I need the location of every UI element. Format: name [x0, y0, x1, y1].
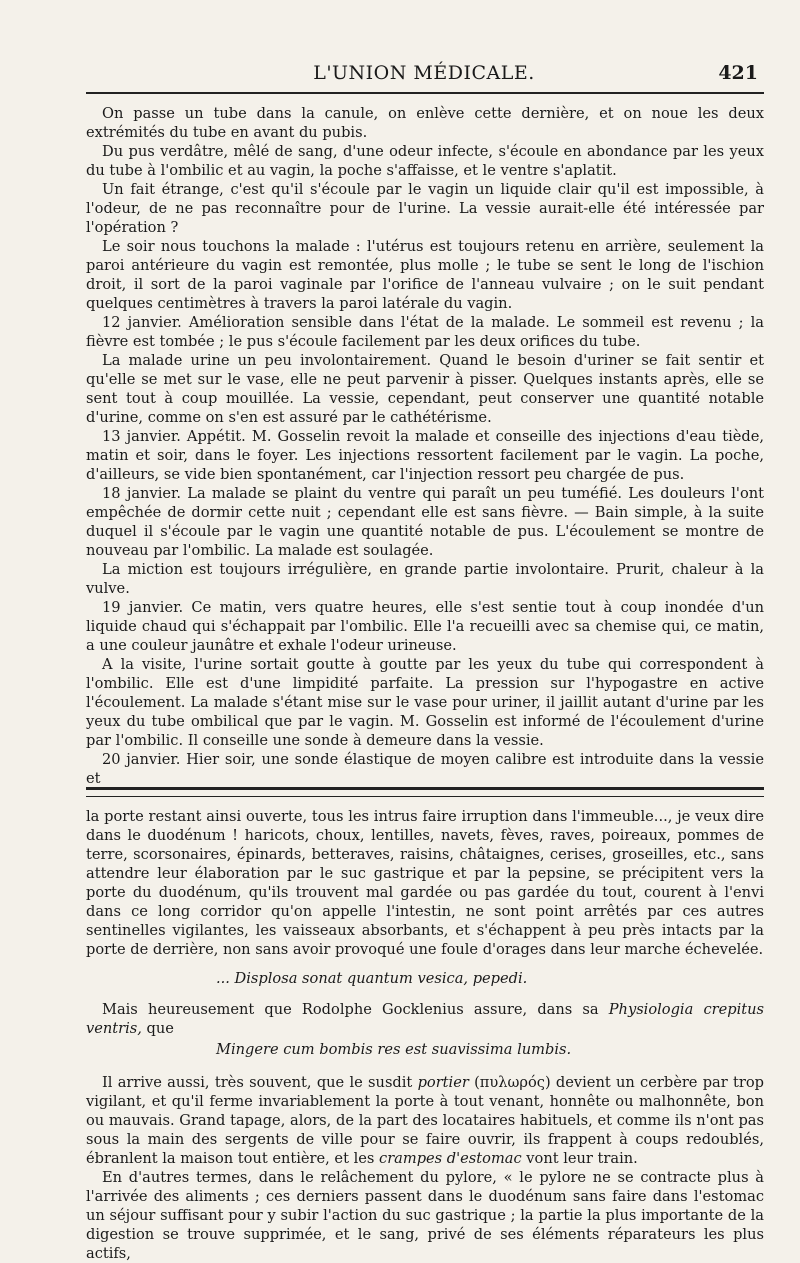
- running-header: [86, 58, 762, 88]
- paragraph: On passe un tube dans la canule, on enlève cette dernière, et on noue les deux extrémités du tube en avant du pubis.: [86, 105, 764, 141]
- paragraph: 18 janvier. La malade se plaint du ventre qui paraît un peu tuméfié. Les douleurs l'ont empêchée de dormir cette nuit ; cependant elle est sans fièvre. — Bain simple, à la suite duquel il s'écoule par le vagin une quantité notable de pus. L'écoulement se montre de nouveau par l'ombilic. La malade est soulagée.: [86, 485, 764, 559]
- feuilleton-divider: [86, 787, 764, 797]
- header-rule: [86, 92, 764, 94]
- paragraph: La miction est toujours irrégulière, en grande partie involontaire. Prurit, chaleur à la vulve.: [86, 561, 764, 597]
- page-number: 421: [718, 62, 758, 84]
- greek-word: (πυλωρός): [468, 1074, 556, 1091]
- paragraph: 13 janvier. Appétit. M. Gosselin revoit la malade et conseille des injections d'eau tiède, matin et soir, dans le foyer. Les injections ressortent facilement par le vagin. La poche, d'ailleurs, se vide bien spontanément, car l'injection ressort peu chargée de pus.: [86, 428, 764, 483]
- emphasis: portier: [417, 1074, 469, 1091]
- paragraph: [86, 1000, 764, 1038]
- paragraph: 20 janvier. Hier soir, une sonde élastique de moyen calibre est introduite dans la vessie et: [86, 751, 764, 787]
- latin-quote: ... Displosa sonat quantum vesica, pepedi.: [216, 970, 528, 987]
- paragraph: Un fait étrange, c'est qu'il s'écoule par le vagin un liquide clair qu'il est impossible, à l'odeur, de ne pas reconnaître pour de l'urine. La vessie aurait-elle été intéressée par l'opération ?: [86, 181, 764, 236]
- paragraph: La malade urine un peu involontairement. Quand le besoin d'uriner se fait sentir et qu'elle se met sur le vase, elle ne peut parvenir à pisser. Quelques instants après, elle se sent tout à coup mouillée. La vessie, cependant, peut conserver une quantité notable d'urine, comme on s'en est assuré par le cathétérisme.: [86, 352, 764, 426]
- text-run: devient un cerbère par trop vigilant, et qu'il ferme invariablement la porte à tout venant, honnête ou malhonnête, bon ou mauvais. Grand tapage, alors, de la part des locataires habituels, et comme ils n'ont pas sous la main des sergents de ville pour se faire ouvrir, ils frappent à coups redoublés, ébranlent la maison tout entière, et les: [86, 1074, 764, 1167]
- text-run: vont leur train.: [521, 1150, 638, 1167]
- paragraph: [86, 1073, 764, 1168]
- journal-title: L'UNION MÉDICALE.: [313, 62, 535, 84]
- case-report-text: [86, 104, 764, 788]
- paragraph: la porte restant ainsi ouverte, tous les intrus faire irruption dans l'immeuble..., je veux dire dans le duodénum ! haricots, choux, lentilles, navets, fèves, raves, poireaux, pommes de terre, scorsonaires, épinards, betteraves, raisins, châtaignes, cerises, groseilles, etc., sans attendre leur élaboration par le suc gastrique et par la pepsine, se précipitent vers la porte du duodénum, qu'ils trouvent mal gardée ou pas gardée du tout, courent à l'envi dans ce long corridor qu'on appelle l'intestin, ne sont point arrêtés par ces autres sentinelles vigilantes, les vaisseaux absorbants, et s'échappent à peu près intacts par la porte de derrière, non sans avoir provoqué une foule d'orages dans leur marche échevelée.: [86, 808, 764, 958]
- text-run: que: [141, 1020, 174, 1037]
- text-run: Mais heureusement que Rodolphe Gocklenius assure, dans sa: [102, 1001, 609, 1018]
- paragraph: A la visite, l'urine sortait goutte à goutte par les yeux du tube qui correspondent à l'ombilic. Elle est d'une limpidité parfaite. La pression sur l'hypogastre en active l'écoulement. La malade s'étant mise sur le vase pour uriner, il jaillit autant d'urine par les yeux du tube ombilical que par le vagin. M. Gosselin est informé de l'écoulement d'urine par l'ombilic. Il conseille une sonde à demeure dans la vessie.: [86, 656, 764, 749]
- emphasis: crampes d'estomac: [379, 1150, 522, 1167]
- feuilleton-text: [86, 807, 764, 1263]
- book-title: Physiologia crepitus ventris,: [86, 1001, 764, 1037]
- latin-quote: Mingere cum bombis res est suavissima lumbis.: [216, 1041, 572, 1058]
- text-run: Il arrive aussi, très souvent, que le susdit: [102, 1074, 418, 1091]
- paragraph: Le soir nous touchons la malade : l'utérus est toujours retenu en arrière, seulement la paroi antérieure du vagin est remontée, plus molle ; le tube se sent le long de l'ischion droit, il sort de la paroi vaginale par l'orifice de l'anneau vulvaire ; on le suit pendant quelques centimètres à travers la paroi latérale du vagin.: [86, 238, 764, 312]
- paragraph: 19 janvier. Ce matin, vers quatre heures, elle s'est sentie tout à coup inondée d'un liquide chaud qui s'échappait par l'ombilic. Elle l'a recueilli avec sa chemise qui, ce matin, a une couleur jaunâtre et exhale l'odeur urineuse.: [86, 599, 764, 654]
- paragraph: 12 janvier. Amélioration sensible dans l'état de la malade. Le sommeil est revenu ; la fièvre est tombée ; le pus s'écoule facilement par les deux orifices du tube.: [86, 314, 764, 350]
- paragraph: En d'autres termes, dans le relâchement du pylore, « le pylore ne se contracte plus à l'arrivée des aliments ; ces derniers passent dans le duodénum sans faire dans l'estomac un séjour suffisant pour y subir l'action du suc gastrique ; la partie la plus importante de la digestion se trouve supprimée, et le sang, privé de ses éléments réparateurs les plus actifs,: [86, 1169, 764, 1262]
- paragraph: Du pus verdâtre, mêlé de sang, d'une odeur infecte, s'écoule en abondance par les yeux du tube à l'ombilic et au vagin, la poche s'affaisse, et le ventre s'aplatit.: [86, 143, 764, 179]
